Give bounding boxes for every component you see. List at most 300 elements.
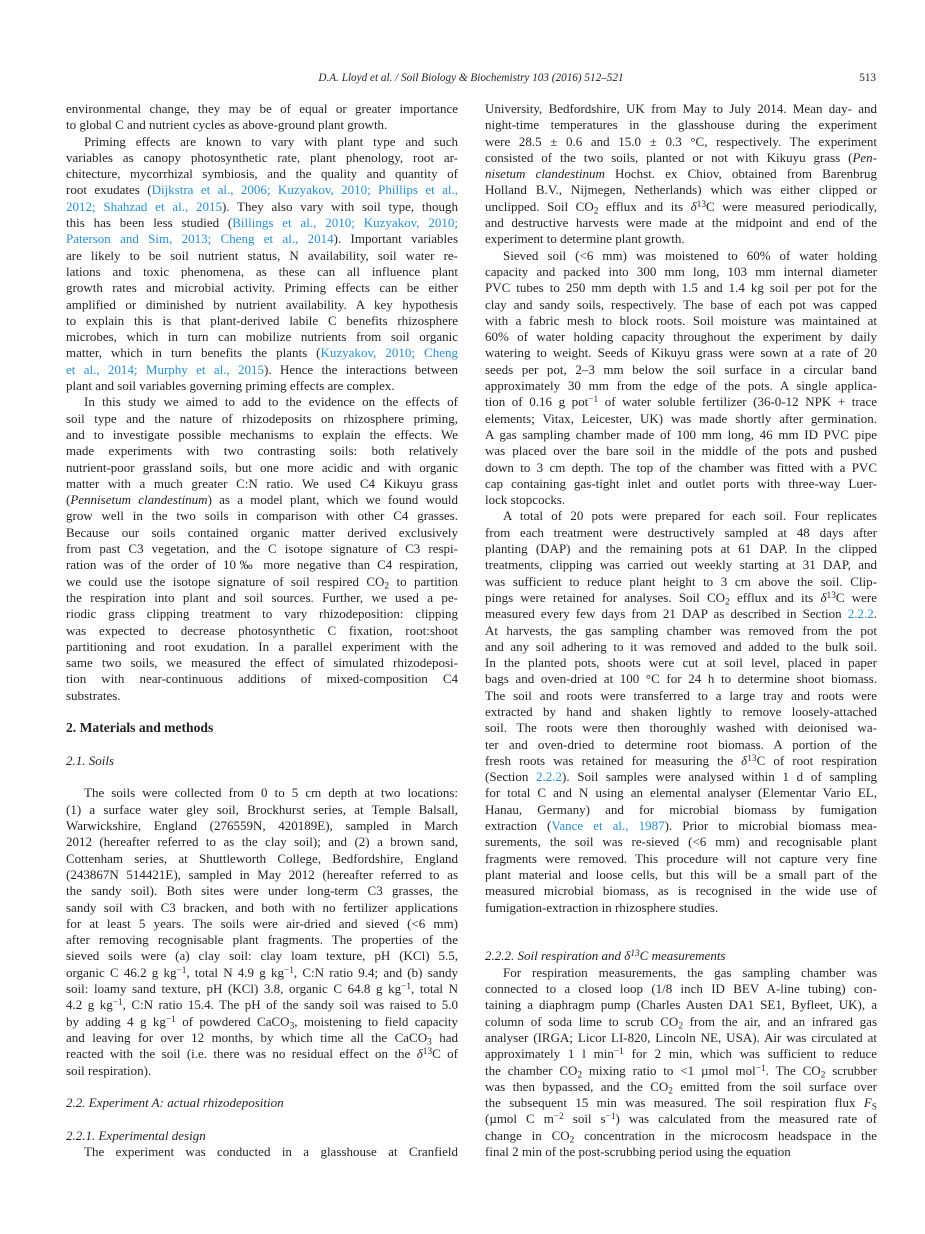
text-run: ). Important variables: [333, 231, 458, 247]
text-run: ). Prior to microbial biomass mea-: [664, 818, 877, 834]
text-line: [485, 378, 877, 394]
text-run: to explain this is that plant-derived labile C benefits rhizosphere: [66, 312, 458, 328]
text-line: [485, 264, 877, 280]
text-line: [66, 671, 458, 687]
text-line: [485, 720, 877, 736]
text-run: 2.2. Experiment A: actual rhizodeposition: [66, 1095, 284, 1111]
text-run: tion with near-continuous additions of mixed-composition C4: [66, 671, 458, 687]
subscript: 2: [569, 1135, 575, 1146]
text-line: [485, 150, 877, 166]
text-run: soil type and the nature of rhizodeposits on rhizosphere priming,: [66, 410, 458, 426]
paragraph: [485, 508, 877, 915]
text-line: [66, 623, 458, 639]
text-run: had: [431, 1029, 458, 1045]
text-run: microbes, which in turn can mobilize nutrients from soil organic: [66, 329, 458, 345]
text-line: [66, 182, 458, 198]
text-line: [485, 492, 877, 508]
text-run: 2.1. Soils: [66, 752, 115, 768]
text-run: capacity and packed into 300 mm long, 103 mm internal diameter: [485, 263, 877, 279]
text-run: tion of 0.16 g pot: [485, 394, 589, 410]
text-run: soil. The roots were then thoroughly washed with deionised wa-: [485, 720, 877, 736]
text-run: and leaving for over 12 months, by which time all the CaCO: [66, 1029, 428, 1045]
text-line: [66, 1095, 458, 1111]
text-line: [485, 948, 877, 964]
subscript: 3: [289, 1020, 295, 1031]
text-run: 2.2.2. Soil respiration and: [485, 948, 625, 964]
text-run: C of root respiration: [756, 752, 877, 768]
subsection-heading: [66, 1095, 458, 1111]
text-run: fragments were removed. This procedure will not capture very fine: [485, 850, 877, 866]
text-line: [485, 1095, 877, 1111]
text-line: [485, 867, 877, 883]
text-run: matter with a much greater C:N ratio. We used C4 Kikuyu grass: [66, 475, 458, 491]
text-line: [485, 574, 877, 590]
text-run: nutrient-poor grassland soils, but one more acidic and with organic: [66, 459, 458, 475]
text-line: [485, 1014, 877, 1030]
text-run: night-time temperatures in the glasshouse during the experiment: [485, 117, 877, 133]
text-run: grow well in the two soils in comparison with other C4 grasses.: [66, 508, 458, 524]
text-line: [66, 606, 458, 622]
text-line: [66, 134, 458, 150]
text-line: [485, 231, 877, 247]
italic-text: δ: [624, 948, 631, 964]
text-run: watering to weight. Seeds of Kikuyu grass were sown at a rate of 20: [485, 345, 877, 361]
text-line: [485, 134, 877, 150]
paragraph-continued: [66, 101, 458, 134]
text-line: [485, 655, 877, 671]
citation-link[interactable]: Dijkstra et al., 2006; Kuzyakov, 2010; Phillips et al.,: [151, 182, 458, 198]
text-run: and any soil adhering to it was removed and added to the bulk soil.: [485, 638, 877, 654]
italic-text: Pen-: [852, 149, 877, 165]
citation-link[interactable]: Billings et al., 2010; Kuzyakov, 2010;: [232, 215, 458, 231]
text-run: growth rates and microbial activity. Priming effects can be either: [66, 280, 458, 296]
text-run: approximately 30 mm from the edge of the pots. A single applica-: [485, 378, 877, 394]
subscript: 2: [820, 1069, 826, 1080]
text-run: of powdered CaCO: [175, 1013, 290, 1029]
text-line: [66, 329, 458, 345]
subscript: 2: [577, 1069, 583, 1080]
text-line: [485, 1144, 877, 1160]
superscript: −2: [553, 1112, 564, 1123]
text-run: ). Hence the interactions between: [264, 361, 458, 377]
text-line: [66, 639, 458, 655]
text-line: [66, 948, 458, 964]
paragraph: [485, 248, 877, 509]
text-line: [485, 834, 877, 850]
text-run: In this study we aimed to add to the evidence on the effects of: [84, 394, 458, 410]
text-line: [485, 557, 877, 573]
right-column: [485, 101, 877, 1160]
text-run: matter, which in turn benefits the plants (: [66, 345, 321, 361]
text-line: [66, 900, 458, 916]
text-run: fumigation-extraction in rhizosphere studies.: [485, 899, 719, 915]
text-run: and destructive harvests were made at the midpoint and end of the: [485, 215, 877, 231]
text-line: [66, 362, 458, 378]
text-line: [66, 851, 458, 867]
text-run: this has been less studied (: [66, 215, 233, 231]
text-line: [485, 411, 877, 427]
text-run: , C:N ratio 9.4; and (b) sandy: [293, 964, 458, 980]
superscript: −1: [112, 998, 123, 1009]
text-run: by adding 4 g kg: [66, 1013, 166, 1029]
text-line: [66, 916, 458, 932]
text-line: [66, 117, 458, 133]
text-run: In the planted pots, shoots were cut at soil level, placed in paper: [485, 655, 877, 671]
text-run: (1) a surface water gley soil, Brockhurst series, at Temple Balsall,: [66, 801, 458, 817]
text-run: cap containing gas-tight inlet and outlet ports with three-way Luer-: [485, 475, 877, 491]
superscript: 13: [630, 949, 640, 960]
text-run: experiment to determine plant growth.: [485, 231, 685, 247]
text-run: clay and sandy soils, respectively. The base of each pot was capped: [485, 296, 877, 312]
text-run: Because our soils contained organic matter derived exclusively: [66, 524, 458, 540]
subscript: 2: [668, 1086, 673, 1097]
italic-text: δ: [820, 589, 827, 605]
text-run: Priming effects are known to vary with plant type and such: [84, 133, 458, 149]
text-line: [485, 313, 877, 329]
text-run: concentration in the microcosm headspace in the: [574, 1127, 878, 1143]
text-run: emitted from the soil surface over: [672, 1078, 877, 1094]
text-run: treatments, clipping was carried out weekly starting at 31 DAP, and: [485, 557, 877, 573]
text-line: [485, 623, 877, 639]
text-line: [66, 753, 458, 769]
text-run: ter and oven-dried to determine root biomass. A portion of the: [485, 736, 877, 752]
text-line: [485, 329, 877, 345]
text-line: [485, 883, 877, 899]
subscript: 2: [725, 597, 730, 608]
text-line: [485, 965, 877, 981]
text-run: C measurements: [639, 948, 726, 964]
text-line: [485, 508, 877, 524]
text-run: ). They also vary with soil type, though: [221, 198, 458, 214]
superscript: 13: [747, 753, 757, 764]
text-line: [485, 1111, 877, 1127]
text-line: [66, 834, 458, 850]
text-line: [66, 932, 458, 948]
text-run: C were measured periodically,: [706, 198, 878, 214]
text-line: [485, 688, 877, 704]
subsubsection-heading: [485, 948, 877, 964]
text-line: [485, 997, 877, 1013]
text-run: (Section: [485, 769, 537, 785]
text-run: University, Bedfordshire, UK from May to July 2014. Mean day- and: [485, 101, 877, 116]
text-line: [485, 362, 877, 378]
text-line: [485, 182, 877, 198]
text-run: from the air, and an infrared gas: [682, 1013, 877, 1029]
text-run: Hanau, Germany) and for microbial biomass by fumigation: [485, 801, 877, 817]
text-line: [485, 199, 877, 215]
text-run: 2012 (hereafter referred to as the clay soil); and (2) a brown sand,: [66, 834, 458, 850]
text-run: Holland B.V., Nijmegen, Netherlands) which was either clipped or: [485, 182, 877, 198]
text-run: lock stopcocks.: [485, 492, 566, 508]
text-run: , moistening to field capacity: [294, 1013, 458, 1029]
text-run: from past C3 vegetation, and the C isotope signature of C3 respi-: [66, 541, 458, 557]
text-line: [485, 460, 877, 476]
text-line: [485, 1030, 877, 1046]
text-line: [66, 867, 458, 883]
text-run: unclipped. Soil CO: [485, 198, 594, 214]
text-run: , total N 4.9 g kg: [186, 964, 284, 980]
text-run: consisted of the two soils, planted or not with Kikuyu grass (: [485, 149, 853, 165]
text-line: [66, 411, 458, 427]
text-run: measured microbial biomass, as is recognised in the wide use of: [485, 883, 877, 899]
text-run: are likely to be soil nutrient status, N availability, soil water re-: [66, 247, 458, 263]
text-line: [66, 557, 458, 573]
text-line: [66, 427, 458, 443]
text-run: we could use the isotope signature of soil respired CO: [66, 573, 385, 589]
superscript: −1: [755, 1063, 766, 1074]
citation-link[interactable]: 2.2.2: [847, 606, 874, 622]
text-run: , total N: [411, 981, 458, 997]
text-run: The experiment was conducted in a glasshouse at Cranfield: [84, 1144, 458, 1159]
text-line: [485, 851, 877, 867]
text-line: [66, 981, 458, 997]
left-column: [66, 101, 458, 1160]
text-run: of water soluble fertilizer (36-0-12 NPK + trace: [598, 394, 877, 410]
text-line: [485, 101, 877, 117]
text-run: elements; Vitax, Leicester, UK) was made shortly after germination.: [485, 410, 877, 426]
text-line: [66, 508, 458, 524]
text-run: change in CO: [485, 1127, 570, 1143]
subscript: 3: [427, 1037, 432, 1048]
text-line: [66, 443, 458, 459]
text-line: [66, 313, 458, 329]
text-line: [66, 297, 458, 313]
text-run: variables as canopy photosynthetic rate, plant phenology, root ar-: [66, 149, 458, 165]
text-run: surements, the soil was re-sieved (<6 mm) and recognisable plant: [485, 834, 877, 850]
paragraph-continued: [485, 101, 877, 248]
text-line: [485, 1063, 877, 1079]
text-run: ). Soil samples were analysed within 1 d of sampling: [562, 769, 878, 785]
text-run: 2. Materials and methods: [66, 720, 214, 736]
text-line: [485, 427, 877, 443]
text-line: [485, 1079, 877, 1095]
paragraph: [66, 134, 458, 395]
text-run: At harvests, the gas sampling chamber was removed from the pot: [485, 622, 877, 638]
text-line: [66, 655, 458, 671]
text-line: [66, 460, 458, 476]
text-run: C of: [432, 1046, 458, 1062]
text-run: after removing recognisable plant fragments. The properties of the: [66, 932, 458, 948]
text-line: [66, 802, 458, 818]
text-run: ration was of the order of 10‰ more negative than C4 respiration,: [66, 557, 458, 573]
text-run: Hochst. ex Chiov, obtained from Barenbrug: [604, 166, 878, 182]
italic-text: δ: [416, 1046, 423, 1062]
text-run: was sufficient to reduce plant height to 3 cm above the soil. Clip-: [485, 573, 877, 589]
text-run: Cottenham series, at Shuttleworth College, Bedfordshire, England: [66, 850, 458, 866]
text-line: [66, 231, 458, 247]
text-run: environmental change, they may be of equal or greater importance: [66, 101, 458, 116]
text-run: efflux and its: [598, 198, 691, 214]
subscript: 2: [384, 580, 390, 591]
text-run: The soils were collected from 0 to 5 cm depth at two locations:: [84, 785, 458, 801]
text-run: pings were retained for analyses. Soil CO: [485, 589, 726, 605]
text-line: [485, 639, 877, 655]
text-run: final 2 min of the post-scrubbing period using the equation: [485, 1144, 791, 1159]
text-line: [485, 590, 877, 606]
text-run: .: [873, 606, 877, 622]
text-run: analyser (IRGA; Licor LI-820, Lincoln NE, USA). Air was circulated at: [485, 1029, 877, 1045]
section-heading: [66, 720, 458, 736]
paragraph: [66, 785, 458, 1078]
text-line: [485, 297, 877, 313]
text-line: [66, 1063, 458, 1079]
text-line: [66, 541, 458, 557]
text-run: plant and soil variables governing priming effects are complex.: [66, 378, 395, 394]
text-run: to global C and nutrient cycles as above-ground plant growth.: [66, 117, 388, 133]
text-run: scrubber: [825, 1062, 877, 1078]
text-run: C were: [835, 589, 878, 605]
paragraph: [66, 1144, 458, 1160]
text-run: sieved soils were (a) clay soil: clay loam texture, pH (KCl) 5.5,: [66, 948, 458, 964]
italic-text: δ: [741, 752, 748, 768]
text-line: [485, 769, 877, 785]
text-run: from each treatment were destructively sampled at 48 days after: [485, 524, 877, 540]
text-run: extracted by hand and shaken lightly to remove loosely-attached: [485, 703, 877, 719]
text-run: chitecture, mycorrhizal symbiosis, and the quality and quantity of: [66, 166, 458, 182]
text-run: organic C 46.2 g kg: [66, 964, 177, 980]
text-run: root exudates (: [66, 182, 152, 198]
text-line: [66, 1144, 458, 1160]
text-line: [66, 492, 458, 508]
text-run: lations and toxic phenomena, as these can all influence plant: [66, 263, 458, 279]
text-run: connected to a closed loop (1/8 inch ID BEV A-line tubing) con-: [485, 981, 877, 997]
text-line: [66, 378, 458, 394]
subsubsection-heading: [66, 1128, 458, 1144]
text-line: [66, 248, 458, 264]
superscript: 13: [826, 590, 836, 601]
text-line: [66, 883, 458, 899]
text-run: was expected to decrease photosynthetic C fixation, root:shoot: [66, 622, 458, 638]
text-run: (µmol C m: [485, 1111, 554, 1127]
superscript: −1: [588, 395, 599, 406]
text-run: mixing ratio to <1 µmol mol: [582, 1062, 756, 1078]
text-run: taining a diaphragm pump (Charles Austen DA1 SE1, Byfleet, UK), a: [485, 997, 877, 1013]
subsection-heading: [66, 753, 458, 769]
text-line: [66, 965, 458, 981]
superscript: −1: [605, 1112, 616, 1123]
text-line: [66, 525, 458, 541]
text-run: (: [66, 492, 71, 508]
text-line: [485, 818, 877, 834]
text-line: [485, 345, 877, 361]
text-run: was placed over the bare soil in the middle of the pots and pushed: [485, 443, 877, 459]
citation-link[interactable]: et al., 2014; Murphy et al., 2015: [66, 361, 265, 377]
text-line: [485, 215, 877, 231]
text-run: for 2 min, which was sufficient to reduce: [623, 1046, 878, 1062]
text-line: [485, 606, 877, 622]
text-run: bags and oven-dried at 100 °C for 24 h to determine shoot biomass.: [485, 671, 877, 687]
text-run: measured every few days from 21 DAP as described in Section: [485, 606, 848, 622]
text-line: [485, 541, 877, 557]
text-run: and to investigate possible mechanisms to explain the effects. We: [66, 426, 458, 442]
text-run: ) as a model plant, which we found would: [207, 492, 458, 508]
running-header: [66, 72, 876, 88]
text-line: [485, 671, 877, 687]
superscript: −1: [176, 965, 187, 976]
text-run: down to 3 cm depth. The top of the chamber was fitted with a PVC: [485, 459, 877, 475]
text-run: were 28.5 ± 0.6 and 15.0 ± 0.3 °C, respectively. The experiment: [485, 133, 877, 149]
text-run: approximately 1 l min: [485, 1046, 614, 1062]
text-run: soil s: [563, 1111, 606, 1127]
text-line: [66, 264, 458, 280]
text-line: [66, 818, 458, 834]
text-line: [485, 394, 877, 410]
text-run: (243867N 514421E), sampled in May 2012 (hereafter referred to as: [66, 866, 458, 882]
text-line: [485, 1046, 877, 1062]
citation-link[interactable]: 2012; Shahzad et al., 2015: [66, 198, 222, 214]
italic-text: nisetum clandestinum: [485, 166, 605, 182]
superscript: −1: [613, 1047, 624, 1058]
superscript: −1: [165, 1014, 176, 1025]
italic-text: δ: [690, 198, 697, 214]
text-run: was then bypassed, and the CO: [485, 1078, 669, 1094]
citation-link[interactable]: 2.2.2: [536, 769, 563, 785]
text-line: [66, 574, 458, 590]
text-run: column of soda lime to scrub CO: [485, 1013, 679, 1029]
text-run: planting (DAP) and the remaining pots at 61 DAP. In the clipped: [485, 541, 877, 557]
journal-citation: D.A. Lloyd et al. / Soil Biology & Biochemistry 103 (2016) 512–521: [318, 72, 624, 84]
text-line: [485, 981, 877, 997]
citation-link[interactable]: Vance et al., 1987: [551, 818, 665, 834]
text-run: PVC tubes to 250 mm depth with 1.5 and 1.4 kg soil per pot for the: [485, 280, 877, 296]
text-run: efflux and its: [729, 589, 821, 605]
text-line: [485, 443, 877, 459]
page-number: 513: [859, 72, 876, 84]
text-line: [66, 688, 458, 704]
text-line: [485, 166, 877, 182]
superscript: −1: [283, 965, 294, 976]
text-line: [485, 802, 877, 818]
text-line: [485, 704, 877, 720]
text-line: [66, 997, 458, 1013]
text-line: [66, 150, 458, 166]
text-line: [66, 101, 458, 117]
text-run: ) was calculated from the measured rate of: [615, 1111, 877, 1127]
text-run: A total of 20 pots were prepared for each soil. Four replicates: [503, 508, 877, 524]
citation-link[interactable]: Paterson and Sim, 2013; Cheng et al., 2014: [66, 231, 334, 247]
text-line: [66, 1128, 458, 1144]
text-run: Sieved soil (<6 mm) was moistened to 60% of water holding: [503, 247, 877, 263]
text-line: [66, 280, 458, 296]
text-line: [66, 166, 458, 182]
text-run: plant material and loose cells, but this will be a small part of the: [485, 866, 877, 882]
text-run: to partition: [389, 573, 458, 589]
text-run: the chamber CO: [485, 1062, 578, 1078]
text-line: [66, 1046, 458, 1062]
text-line: [485, 785, 877, 801]
citation-link[interactable]: Kuzyakov, 2010; Cheng: [320, 345, 458, 361]
text-run: sandy soil with C3 bracken, and both with no fertilizer applications: [66, 899, 458, 915]
text-run: for at least 5 years. The soils were air-dried and sieved (<6 mm): [66, 915, 458, 931]
superscript: −1: [401, 981, 412, 992]
text-run: , C:N ratio 15.4. The pH of the sandy soil was raised to 5.0: [122, 997, 458, 1013]
text-line: [66, 394, 458, 410]
text-line: [485, 280, 877, 296]
text-run: 60% of water holding capacity throughout the experiment by daily: [485, 329, 877, 345]
subscript: S: [871, 1102, 877, 1113]
text-line: [66, 1014, 458, 1030]
text-line: [66, 590, 458, 606]
text-run: the sandy soil). Both sites were under long-term C3 grasses, the: [66, 883, 458, 899]
text-run: The soil and roots were transferred to a large tray and roots were: [485, 687, 877, 703]
text-run: For respiration measurements, the gas sampling chamber was: [503, 964, 877, 980]
text-line: [485, 753, 877, 769]
text-run: A gas sampling chamber made of 100 mm long, 46 mm ID PVC pipe: [485, 426, 877, 442]
superscript: 13: [422, 1047, 433, 1058]
text-run: 2.2.1. Experimental design: [66, 1127, 206, 1143]
text-line: [485, 525, 877, 541]
superscript: 13: [696, 199, 707, 210]
